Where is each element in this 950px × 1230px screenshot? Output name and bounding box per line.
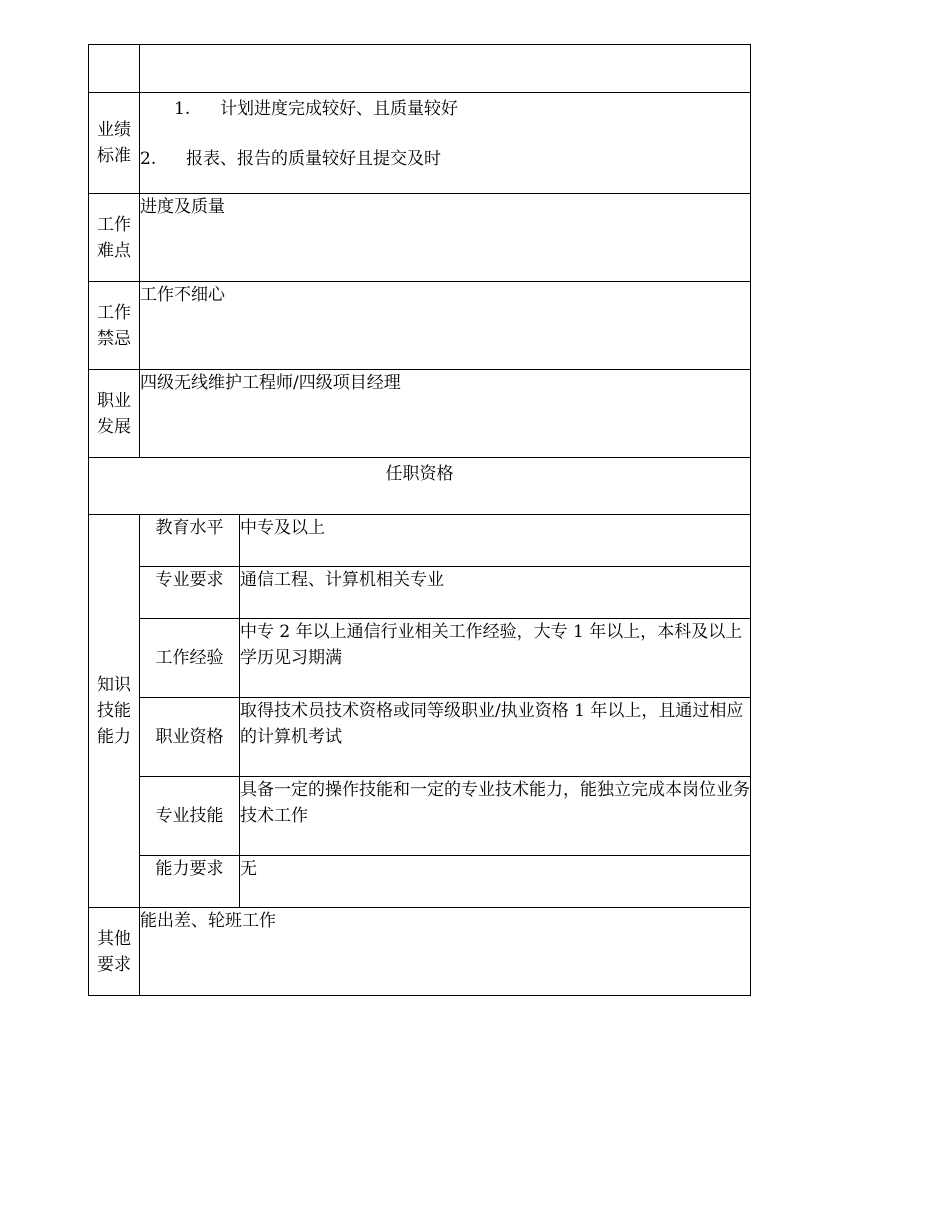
major-value: 通信工程、计算机相关专业 xyxy=(240,567,751,619)
performance-value xyxy=(140,93,751,194)
knowledge-row-certification xyxy=(89,698,751,777)
experience-value: 中专 2 年以上通信行业相关工作经验，大专 1 年以上，本科及以上学历见习期满 xyxy=(240,619,751,698)
other-label: 其他要求 xyxy=(89,908,140,996)
skills-label: 专业技能 xyxy=(140,777,240,856)
taboo-label: 工作禁忌 xyxy=(89,282,140,370)
certification-value: 取得技术员技术资格或同等级职业/执业资格 1 年以上，且通过相应的计算机考试 xyxy=(240,698,751,777)
empty-top-row xyxy=(89,45,751,93)
qualification-header-row xyxy=(89,458,751,515)
empty-value-cell xyxy=(140,45,751,93)
empty-label-cell xyxy=(89,45,140,93)
job-description-table xyxy=(88,44,751,996)
performance-row xyxy=(89,93,751,194)
performance-item-2-number: 2. xyxy=(140,149,157,169)
ability-label: 能力要求 xyxy=(140,856,240,908)
performance-item-1-number: 1. xyxy=(174,99,191,119)
difficulty-row xyxy=(89,194,751,282)
performance-label: 业绩标准 xyxy=(89,93,140,194)
experience-label: 工作经验 xyxy=(140,619,240,698)
knowledge-row-major xyxy=(89,567,751,619)
performance-item-2-text: 报表、报告的质量较好且提交及时 xyxy=(186,149,441,169)
knowledge-row-experience xyxy=(89,619,751,698)
knowledge-label: 知识技能能力 xyxy=(89,515,140,908)
performance-item-2 xyxy=(140,122,750,172)
career-label: 职业发展 xyxy=(89,370,140,458)
knowledge-row-ability xyxy=(89,856,751,908)
knowledge-row-skills xyxy=(89,777,751,856)
knowledge-row-education xyxy=(89,515,751,567)
education-value: 中专及以上 xyxy=(240,515,751,567)
other-value: 能出差、轮班工作 xyxy=(140,908,751,996)
career-row xyxy=(89,370,751,458)
career-value: 四级无线维护工程师/四级项目经理 xyxy=(140,370,751,458)
ability-value: 无 xyxy=(240,856,751,908)
performance-item-1 xyxy=(140,93,750,122)
skills-value: 具备一定的操作技能和一定的专业技术能力，能独立完成本岗位业务技术工作 xyxy=(240,777,751,856)
difficulty-value: 进度及质量 xyxy=(140,194,751,282)
taboo-value: 工作不细心 xyxy=(140,282,751,370)
difficulty-label: 工作难点 xyxy=(89,194,140,282)
other-row xyxy=(89,908,751,996)
taboo-row xyxy=(89,282,751,370)
major-label: 专业要求 xyxy=(140,567,240,619)
performance-item-1-text: 计划进度完成较好、且质量较好 xyxy=(220,99,458,119)
qualification-title: 任职资格 xyxy=(89,458,751,515)
education-label: 教育水平 xyxy=(140,515,240,567)
certification-label: 职业资格 xyxy=(140,698,240,777)
